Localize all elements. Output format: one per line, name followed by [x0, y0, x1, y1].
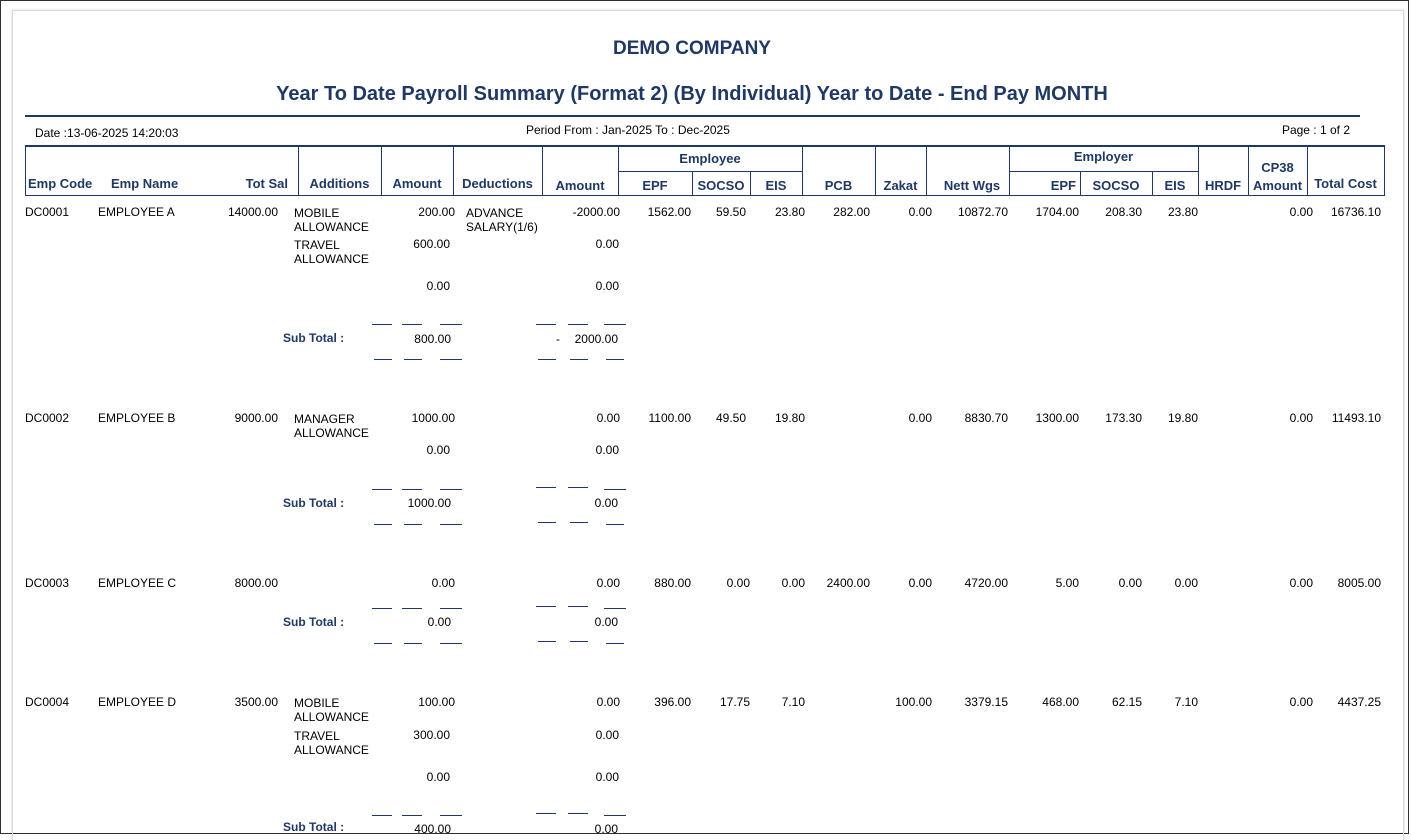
- header-employer-socso: SOCSO: [1092, 178, 1140, 193]
- employee-socso: 49.50: [715, 411, 746, 425]
- subtotal-rule: [606, 643, 624, 644]
- emp-name: EMPLOYEE B: [98, 411, 176, 425]
- header-total-cost: Total Cost: [1314, 176, 1377, 191]
- subtotal-rule: [440, 359, 462, 360]
- addition-label: MANAGER ALLOWANCE: [294, 412, 369, 440]
- subtotal-rule: [440, 815, 462, 816]
- subtotal-label: Sub Total :: [283, 615, 345, 629]
- nett-wages: 10872.70: [957, 205, 1008, 219]
- employee-eis: 19.80: [774, 411, 805, 425]
- pcb: 2400.00: [826, 576, 870, 590]
- subtotal-rule: [402, 815, 422, 816]
- zakat: 0.00: [908, 411, 932, 425]
- cp38-amount: 0.00: [1289, 205, 1313, 219]
- header-employer-epf: [1009, 178, 1080, 193]
- subtotal-deductions: 0.00: [594, 615, 618, 629]
- subtotal-rule: [570, 641, 588, 642]
- cp38-amount: 0.00: [1289, 695, 1313, 709]
- employer-eis: 0.00: [1174, 576, 1198, 590]
- subtotal-rule: [372, 608, 392, 609]
- employer-epf: 5.00: [1055, 576, 1079, 590]
- nett-wages: 4720.00: [964, 576, 1008, 590]
- emp-name: EMPLOYEE C: [98, 576, 177, 590]
- employee-eis: 23.80: [774, 205, 805, 219]
- col-divider: [1384, 145, 1385, 195]
- emp-code: DC0002: [25, 411, 70, 425]
- subtotal-rule: [440, 643, 462, 644]
- nett-wages: 8830.70: [964, 411, 1008, 425]
- subtotal-rule: [538, 359, 556, 360]
- header-tot-sal: Tot Sal: [245, 176, 288, 191]
- subtotal-rule: [440, 489, 462, 490]
- subtotal-rule: [570, 359, 588, 360]
- zakat: 100.00: [895, 695, 932, 709]
- emp-code: DC0004: [25, 695, 70, 709]
- header-additions-amount: Amount: [392, 176, 442, 191]
- emp-code: DC0001: [25, 205, 70, 219]
- employee-epf: 1562.00: [647, 205, 691, 219]
- subtotal-label: Sub Total :: [283, 820, 345, 834]
- subtotal-rule: [604, 608, 626, 609]
- subtotal-rule: [404, 643, 422, 644]
- subtotal-rule: [402, 489, 422, 490]
- subtotal-deductions: 0.00: [594, 822, 618, 836]
- addition-label: TRAVEL ALLOWANCE: [294, 729, 369, 757]
- addition-label: TRAVEL ALLOWANCE: [294, 238, 369, 266]
- zakat: 0.00: [908, 576, 932, 590]
- addition-label: MOBILE ALLOWANCE: [294, 206, 369, 234]
- header-deductions-amount: Amount: [555, 178, 605, 193]
- header-deductions: Deductions: [462, 176, 533, 191]
- subtotal-rule: [372, 324, 392, 325]
- header-employer-eis: EIS: [1164, 178, 1186, 193]
- employer-eis: 7.10: [1174, 695, 1198, 709]
- subtotal-rule: [402, 324, 422, 325]
- subtotal-rule: [536, 487, 556, 488]
- header-top-rule: [25, 145, 1385, 147]
- subtotal-rule: [568, 324, 588, 325]
- subtotal-rule: [538, 641, 556, 642]
- pcb: 282.00: [833, 205, 870, 219]
- addition-label: MOBILE ALLOWANCE: [294, 696, 369, 724]
- header-nett-wages: Nett Wgs: [943, 178, 1001, 193]
- report-title: Year To Date Payroll Summary (Format 2) (By Individual) Year to Date - End Pay MONTH: [276, 83, 1108, 105]
- tot-sal: 14000.00: [227, 205, 278, 219]
- total-cost: 16736.10: [1330, 205, 1381, 219]
- subtotal-rule: [372, 815, 392, 816]
- report-date: [35, 126, 178, 140]
- subtotal-rule: [402, 608, 422, 609]
- addition-amount: 100.00: [418, 695, 455, 709]
- subtotal-rule: [440, 608, 462, 609]
- deduction-amount: 0.00: [595, 770, 619, 784]
- subtotal-rule: [604, 324, 626, 325]
- employer-socso: 0.00: [1118, 576, 1142, 590]
- subtotal-label: Sub Total :: [283, 496, 345, 510]
- emp-name: EMPLOYEE A: [98, 205, 175, 219]
- deduction-amount: 0.00: [596, 695, 620, 709]
- tot-sal: 9000.00: [234, 411, 278, 425]
- subtotal-rule: [536, 324, 556, 325]
- header-cp38: CP38: [1261, 160, 1294, 175]
- deduction-amount: 0.00: [595, 279, 619, 293]
- employer-socso: 173.30: [1105, 411, 1142, 425]
- employee-eis: 0.00: [781, 576, 805, 590]
- addition-amount: 0.00: [426, 443, 450, 457]
- header-employee-epf: EPF: [642, 178, 668, 193]
- header-employee-group: Employee: [679, 151, 741, 166]
- employer-epf: 468.00: [1042, 695, 1079, 709]
- addition-amount: 600.00: [413, 237, 450, 251]
- date-label: Date :: [35, 126, 68, 140]
- deduction-amount: 0.00: [596, 411, 620, 425]
- header-employee-eis: EIS: [765, 178, 787, 193]
- subtotal-rule: [538, 522, 556, 523]
- subtotal-rule: [604, 489, 626, 490]
- subtotal-rule: [440, 524, 462, 525]
- deduction-label: ADVANCE SALARY(1/6): [466, 206, 538, 234]
- total-cost: 4437.25: [1337, 695, 1381, 709]
- subtotal-rule: [568, 487, 588, 488]
- employee-eis: 7.10: [781, 695, 805, 709]
- zakat: 0.00: [908, 205, 932, 219]
- company-name: DEMO COMPANY: [613, 38, 771, 59]
- subtotal-deductions-sign: -: [556, 332, 560, 346]
- addition-amount: 0.00: [426, 279, 450, 293]
- employer-socso: 62.15: [1111, 695, 1142, 709]
- cp38-amount: 0.00: [1289, 411, 1313, 425]
- deduction-amount: 0.00: [595, 237, 619, 251]
- subtotal-deductions: 2000.00: [574, 332, 618, 346]
- subtotal-deductions: 0.00: [594, 496, 618, 510]
- header-employer-epf-label: EPF: [1050, 178, 1076, 193]
- page-number: Page : 1 of 2: [1281, 123, 1350, 137]
- header-zakat: Zakat: [883, 178, 918, 193]
- subtotal-additions: 0.00: [427, 615, 451, 629]
- date-value: 13-06-2025 14:20:03: [67, 126, 179, 140]
- header-employer-group: Employer: [1073, 149, 1134, 164]
- subtotal-rule: [404, 359, 422, 360]
- deduction-amount: -2000.00: [572, 205, 620, 219]
- subtotal-additions: 800.00: [414, 332, 451, 346]
- employee-socso: 59.50: [715, 205, 746, 219]
- subtotal-rule: [374, 359, 392, 360]
- total-cost: 11493.10: [1331, 411, 1381, 425]
- addition-amount: 0.00: [431, 576, 455, 590]
- report-period: Period From : Jan-2025 To : Dec-2025: [526, 123, 730, 137]
- subtotal-rule: [374, 643, 392, 644]
- subtotal-rule: [568, 606, 588, 607]
- subtotal-rule: [440, 324, 462, 325]
- addition-amount: 300.00: [413, 728, 450, 742]
- header-pcb: PCB: [824, 178, 853, 193]
- subtotal-rule: [606, 359, 624, 360]
- tot-sal: 3500.00: [234, 695, 278, 709]
- header-employee-socso: SOCSO: [697, 178, 745, 193]
- subtotal-additions: 400.00: [414, 822, 451, 836]
- addition-amount: 1000.00: [411, 411, 455, 425]
- subtotal-rule: [404, 524, 422, 525]
- subtotal-rule: [536, 813, 556, 814]
- deduction-amount: 0.00: [595, 728, 619, 742]
- employer-eis: 19.80: [1167, 411, 1198, 425]
- employer-socso: 208.30: [1105, 205, 1142, 219]
- header-cp38-amount: Amount: [1252, 178, 1303, 193]
- header-emp-code: Emp Code: [28, 176, 93, 191]
- subtotal-rule: [606, 524, 624, 525]
- employee-epf: 880.00: [654, 576, 691, 590]
- subtotal-rule: [372, 489, 392, 490]
- deduction-amount: 0.00: [595, 443, 619, 457]
- header-bottom-rule: [25, 195, 1385, 196]
- subtotal-rule: [536, 606, 556, 607]
- employer-epf: 1704.00: [1035, 205, 1079, 219]
- employee-epf: 396.00: [654, 695, 691, 709]
- nett-wages: 3379.15: [964, 695, 1008, 709]
- subtotal-rule: [374, 524, 392, 525]
- employee-group-rule: [618, 171, 802, 172]
- employer-group-rule: [1009, 171, 1198, 172]
- deduction-amount: 0.00: [596, 576, 620, 590]
- header-hrdf: HRDF: [1204, 178, 1242, 193]
- employer-eis: 23.80: [1167, 205, 1198, 219]
- emp-name: EMPLOYEE D: [98, 695, 177, 709]
- subtotal-rule: [570, 522, 588, 523]
- employee-socso: 0.00: [726, 576, 750, 590]
- title-divider: [25, 115, 1360, 117]
- subtotal-additions: 1000.00: [407, 496, 451, 510]
- subtotal-rule: [568, 813, 588, 814]
- addition-amount: 0.00: [426, 770, 450, 784]
- employee-epf: 1100.00: [648, 411, 691, 425]
- header-additions: Additions: [309, 176, 370, 191]
- emp-code: DC0003: [25, 576, 70, 590]
- subtotal-label: Sub Total :: [283, 331, 345, 345]
- cp38-amount: 0.00: [1289, 576, 1313, 590]
- employee-socso: 17.75: [719, 695, 750, 709]
- header-emp-name: Emp Name: [111, 176, 179, 191]
- subtotal-rule: [604, 815, 626, 816]
- tot-sal: 8000.00: [234, 576, 278, 590]
- col-divider: [25, 145, 26, 195]
- employer-epf: 1300.00: [1035, 411, 1079, 425]
- addition-amount: 200.00: [418, 205, 455, 219]
- total-cost: 8005.00: [1337, 576, 1381, 590]
